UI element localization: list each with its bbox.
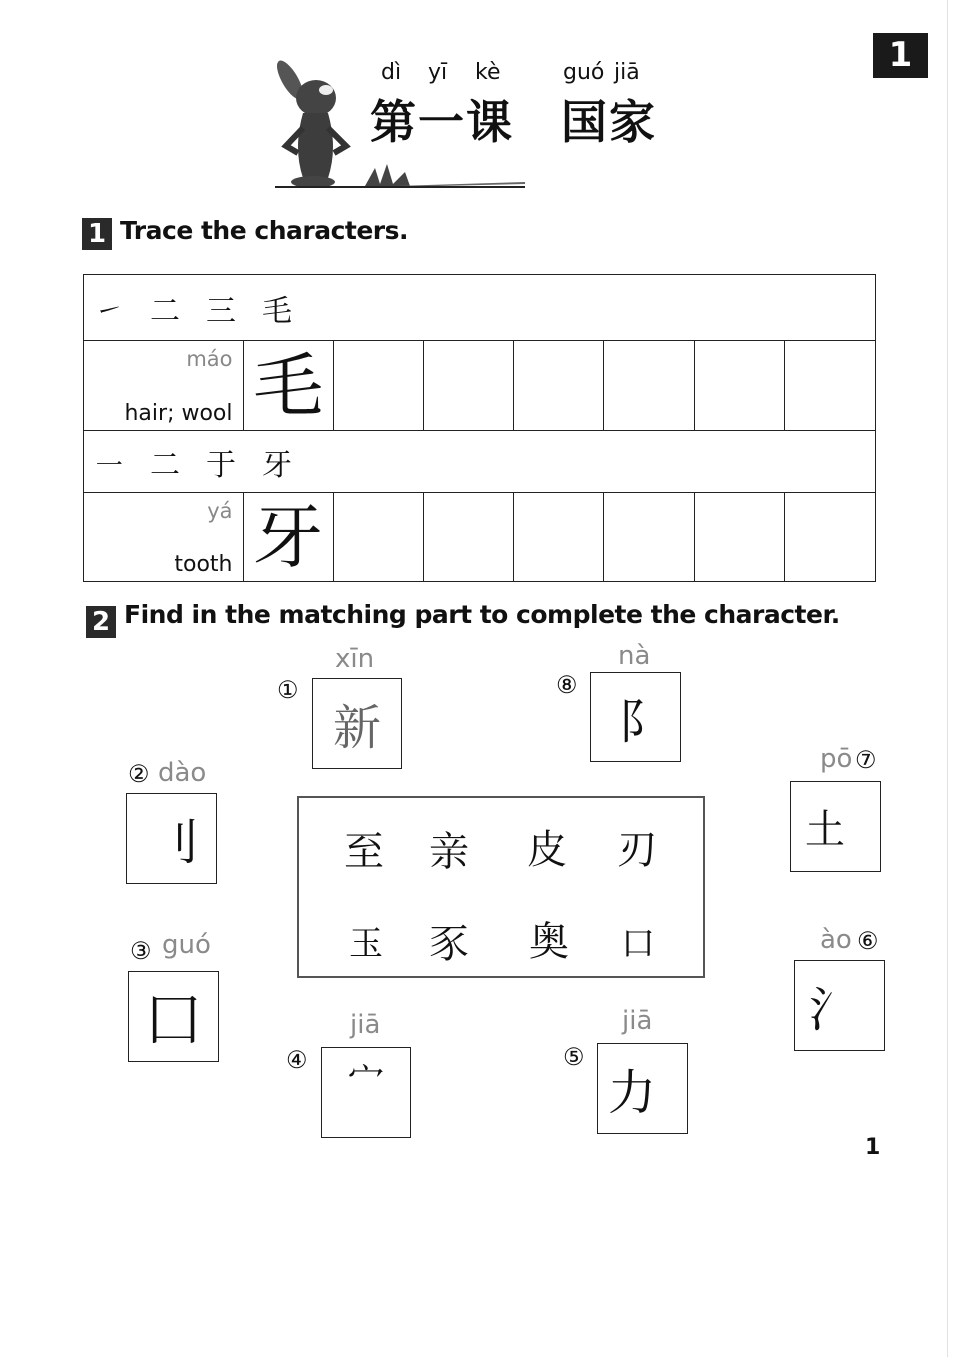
stroke-order-row-ya <box>83 430 876 492</box>
practice-cell[interactable] <box>514 341 604 430</box>
grass-icon <box>355 160 525 188</box>
lesson-title: 第一课 <box>370 95 514 149</box>
item-7-pinyin: pō <box>820 744 853 774</box>
character-row-mao <box>83 340 876 430</box>
label-cell <box>84 341 244 430</box>
item-3-number: ③ <box>130 937 152 965</box>
item-7-number: ⑦ <box>855 746 877 774</box>
pinyin-label: máo <box>186 347 233 371</box>
practice-cell[interactable] <box>604 493 694 581</box>
lesson-pinyin-ke: kè <box>475 60 501 85</box>
item-4-given: 宀 <box>347 1060 384 1101</box>
item-1-number: ① <box>277 676 299 704</box>
practice-cell[interactable] <box>514 493 604 581</box>
item-7-box[interactable] <box>790 781 881 872</box>
part-option[interactable]: 豕 <box>429 921 469 967</box>
item-8-box[interactable] <box>590 672 681 762</box>
item-8-number: ⑧ <box>556 671 578 699</box>
rabbit-illustration-icon <box>268 58 358 193</box>
stroke-order-row-mao <box>83 274 876 340</box>
item-2-given: 刂 <box>151 815 200 871</box>
part-option[interactable]: 刃 <box>617 827 657 873</box>
lesson-corner-badge: 1 <box>873 33 928 78</box>
page-edge <box>947 0 948 1357</box>
stroke-step: 于 <box>206 447 236 483</box>
practice-cell[interactable] <box>424 341 514 430</box>
practice-cell[interactable] <box>695 493 785 581</box>
item-8-pinyin: nà <box>618 641 651 671</box>
practice-cell[interactable] <box>334 493 424 581</box>
topic-pinyin-guo: guó <box>563 60 605 85</box>
practice-cell[interactable] <box>785 341 875 430</box>
item-8-given: 阝 <box>617 693 666 750</box>
model-character-cell <box>244 493 334 581</box>
practice-cell[interactable] <box>604 341 694 430</box>
item-4-pinyin: jiā <box>350 1010 381 1040</box>
item-5-pinyin: jiā <box>622 1006 653 1036</box>
ground-line <box>275 186 525 188</box>
practice-cell[interactable] <box>334 341 424 430</box>
practice-cell[interactable] <box>695 341 785 430</box>
item-2-pinyin: dào <box>158 758 207 788</box>
item-6-given: 氵 <box>809 982 858 1038</box>
part-option[interactable]: 亲 <box>429 829 469 875</box>
item-3-box[interactable] <box>128 971 219 1062</box>
tracing-table <box>83 274 876 582</box>
item-6-number: ⑥ <box>857 927 879 955</box>
item-6-pinyin: ào <box>820 925 852 955</box>
practice-cell[interactable] <box>785 493 875 581</box>
lesson-pinyin-yi: yī <box>428 60 448 85</box>
practice-cell[interactable] <box>424 493 514 581</box>
part-option[interactable]: 至 <box>344 829 384 875</box>
label-cell <box>84 493 244 581</box>
meaning-label: tooth <box>174 552 233 577</box>
item-5-given: 力 <box>608 1065 657 1121</box>
item-3-pinyin: guó <box>162 930 211 960</box>
pinyin-label: yá <box>207 499 233 523</box>
part-option[interactable]: 玉 <box>349 924 383 964</box>
page-number: 1 <box>865 1135 881 1160</box>
section-1-instruction: Trace the characters. <box>120 216 409 245</box>
model-character: 牙 <box>253 496 324 578</box>
topic-pinyin-jia: jiā <box>614 60 640 85</box>
model-character-cell <box>244 341 334 430</box>
parts-box <box>297 796 705 978</box>
model-character: 毛 <box>253 344 324 427</box>
item-1-pinyin: xīn <box>335 644 375 674</box>
lesson-pinyin-di: dì <box>381 60 402 85</box>
part-option[interactable]: 奥 <box>529 919 569 965</box>
item-4-number: ④ <box>286 1046 308 1074</box>
stroke-step: 牙 <box>262 447 292 483</box>
item-2-number: ② <box>128 760 150 788</box>
stroke-step: ⼆ <box>150 447 180 483</box>
stroke-step: 毛 <box>262 293 292 329</box>
part-option[interactable]: 口 <box>621 924 655 964</box>
character-row-ya <box>83 492 876 582</box>
item-1-given: 新 <box>332 700 381 756</box>
item-4-box[interactable] <box>321 1047 411 1138</box>
part-option[interactable]: 皮 <box>527 827 567 873</box>
item-5-box[interactable] <box>597 1043 688 1134</box>
section-2-number: 2 <box>86 606 116 638</box>
stroke-step: ㇀ <box>94 293 124 329</box>
item-3-given: 囗 <box>146 989 201 1052</box>
topic-title: 国家 <box>561 95 657 149</box>
stroke-step: ㇐ <box>94 447 124 483</box>
section-1-number: 1 <box>82 218 112 250</box>
meaning-label: hair; wool <box>124 401 233 426</box>
item-2-box[interactable] <box>126 793 217 884</box>
item-5-number: ⑤ <box>563 1043 585 1071</box>
stroke-step: ⼆ <box>150 293 180 329</box>
item-1-box[interactable] <box>312 678 402 769</box>
item-6-box[interactable] <box>794 960 885 1051</box>
stroke-step: 三 <box>206 293 236 329</box>
item-7-given: 土 <box>805 807 845 853</box>
section-2-instruction: Find in the matching part to complete the character. <box>124 600 840 629</box>
